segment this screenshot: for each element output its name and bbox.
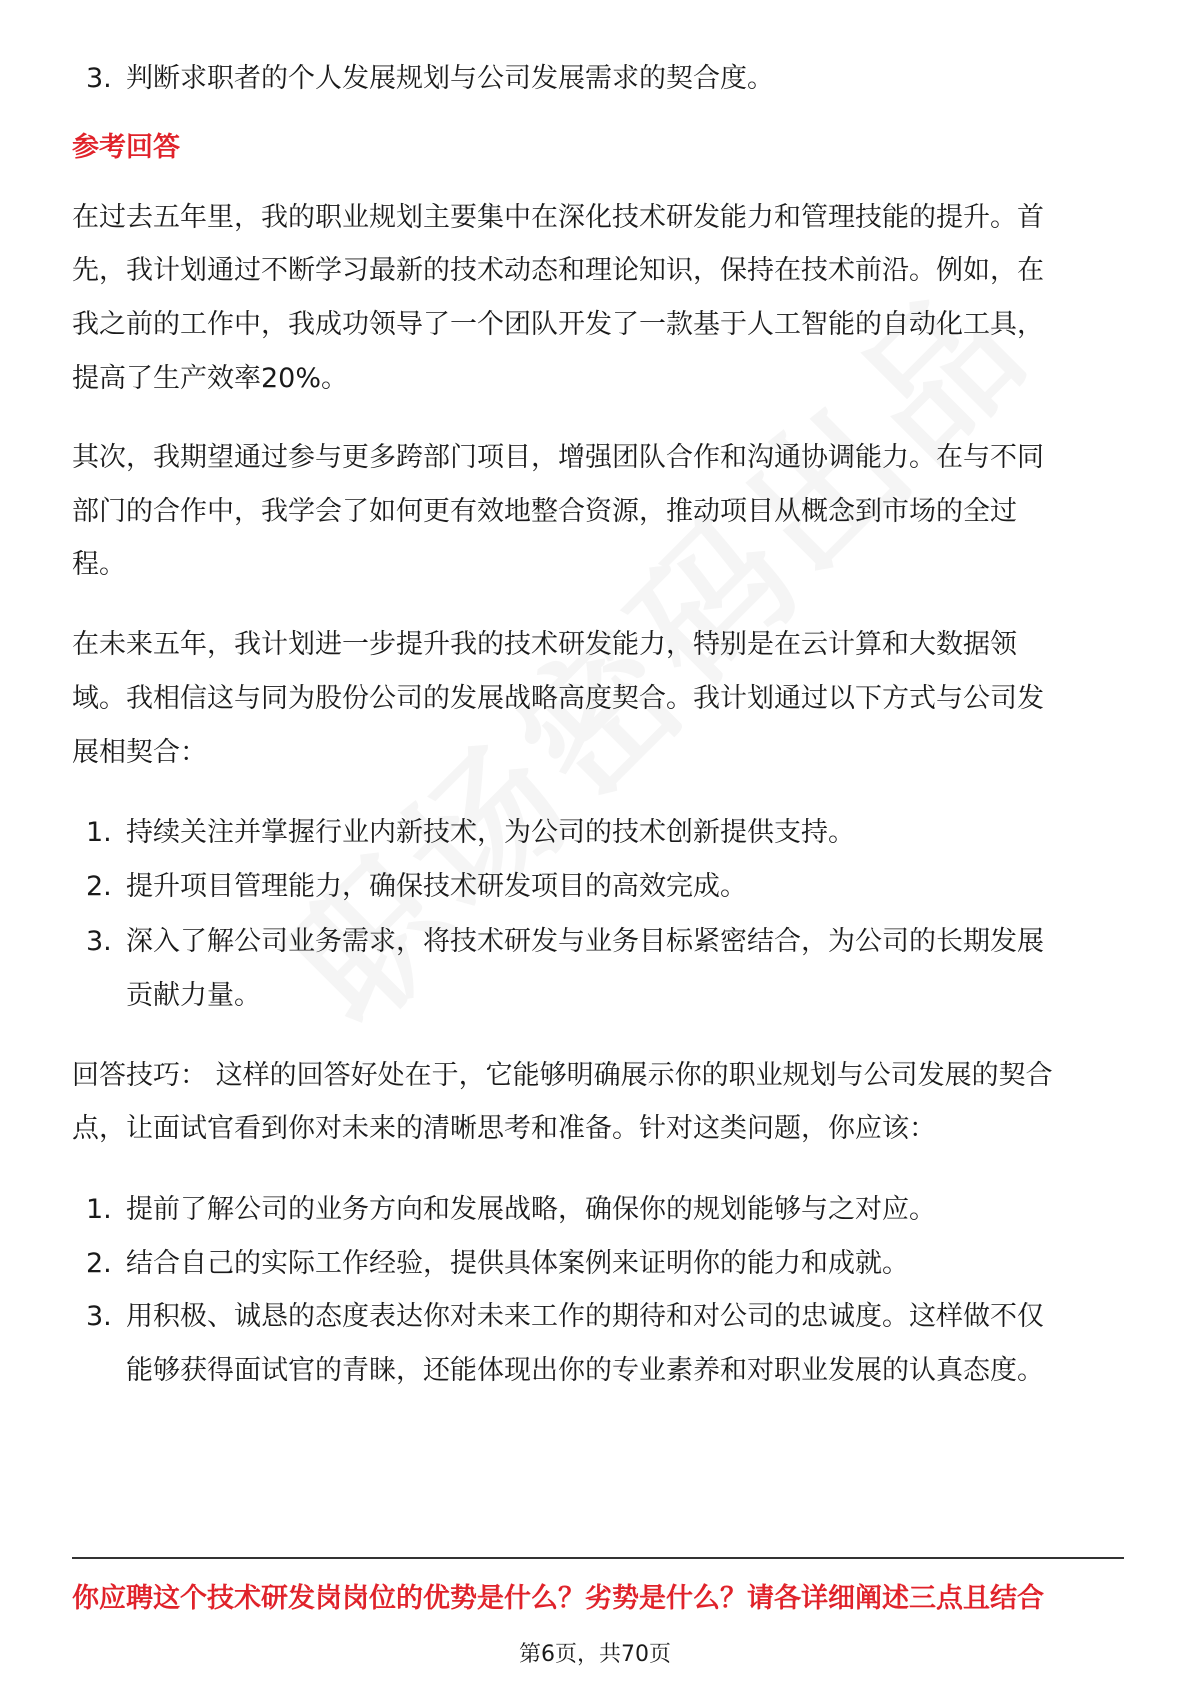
list-number: 1. <box>86 1194 112 1225</box>
tips-line: 回答技巧： 这样的回答好处在于，它能够明确展示你的职业规划与公司发展的契合 <box>72 1060 1053 1091</box>
next-question-heading: 你应聘这个技术研发岗岗位的优势是什么？劣势是什么？请各详细阐述三点且结合 <box>72 1583 1044 1614</box>
paragraph-line: 程。 <box>72 549 126 580</box>
list-item: 提前了解公司的业务方向和发展战略，确保你的规划能够与之对应。 <box>126 1194 936 1225</box>
list-number: 3. <box>86 63 112 94</box>
list-item-continuation: 能够获得面试官的青睐，还能体现出你的专业素养和对职业发展的认真态度。 <box>126 1355 1044 1386</box>
paragraph-line: 提高了生产效率20%。 <box>72 363 349 394</box>
paragraph-line: 展相契合： <box>72 737 207 768</box>
list-item: 持续关注并掌握行业内新技术，为公司的技术创新提供支持。 <box>126 817 855 848</box>
paragraph-line: 在未来五年，我计划进一步提升我的技术研发能力，特别是在云计算和大数据领 <box>72 629 1017 660</box>
list-item: 判断求职者的个人发展规划与公司发展需求的契合度。 <box>126 63 774 94</box>
page-footer: 第6页，共70页 <box>519 1642 671 1667</box>
list-item: 用积极、诚恳的态度表达你对未来工作的期待和对公司的忠诚度。这样做不仅 <box>126 1301 1044 1332</box>
list-item: 结合自己的实际工作经验，提供具体案例来证明你的能力和成就。 <box>126 1248 909 1279</box>
answer-heading: 参考回答 <box>72 132 180 163</box>
list-item-continuation: 贡献力量。 <box>126 980 261 1011</box>
list-number: 3. <box>86 1301 112 1332</box>
paragraph-line: 先，我计划通过不断学习最新的技术动态和理论知识，保持在技术前沿。例如，在 <box>72 255 1044 286</box>
divider <box>72 1557 1124 1559</box>
tips-line: 点，让面试官看到你对未来的清晰思考和准备。针对这类问题，你应该： <box>72 1113 936 1144</box>
list-item: 深入了解公司业务需求，将技术研发与业务目标紧密结合，为公司的长期发展 <box>126 926 1044 957</box>
list-number: 2. <box>86 1248 112 1279</box>
list-number: 1. <box>86 817 112 848</box>
paragraph-line: 我之前的工作中，我成功领导了一个团队开发了一款基于人工智能的自动化工具， <box>72 309 1044 340</box>
paragraph-line: 在过去五年里，我的职业规划主要集中在深化技术研发能力和管理技能的提升。首 <box>72 202 1044 233</box>
paragraph-line: 部门的合作中，我学会了如何更有效地整合资源，推动项目从概念到市场的全过 <box>72 496 1017 527</box>
paragraph-line: 域。我相信这与同为股份公司的发展战略高度契合。我计划通过以下方式与公司发 <box>72 683 1044 714</box>
list-number: 3. <box>86 926 112 957</box>
list-number: 2. <box>86 871 112 902</box>
list-item: 提升项目管理能力，确保技术研发项目的高效完成。 <box>126 871 747 902</box>
paragraph-line: 其次，我期望通过参与更多跨部门项目，增强团队合作和沟通协调能力。在与不同 <box>72 442 1044 473</box>
